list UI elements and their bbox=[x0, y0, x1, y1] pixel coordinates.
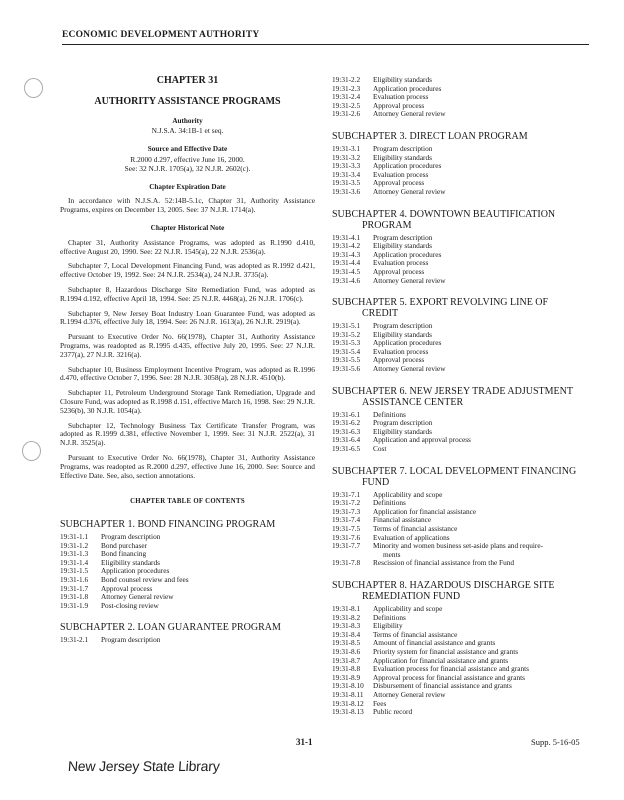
section-number: 19:31-1.8 bbox=[60, 592, 89, 602]
toc-item bbox=[332, 251, 597, 260]
section-number: 19:31-3.2 bbox=[332, 152, 361, 162]
subchapter-title-text: SUBCHAPTER 8. HAZARDOUS DISCHARGE SITE bbox=[332, 579, 555, 591]
toc-item bbox=[332, 445, 597, 454]
binder-hole bbox=[22, 441, 41, 461]
section-title-text: Amount of financial assistance and grants bbox=[373, 638, 496, 648]
section-title-text: Attorney General review bbox=[101, 592, 174, 602]
subchapter-title-cont: REMEDIATION FUND bbox=[362, 590, 461, 602]
section-number: 19:31-1.5 bbox=[60, 566, 89, 576]
section-number: 19:31-3.1 bbox=[332, 143, 361, 153]
subchapter-sections bbox=[60, 636, 315, 645]
section-title bbox=[373, 277, 597, 286]
subchapter-title-text: SUBCHAPTER 7. LOCAL DEVELOPMENT FINANCING bbox=[332, 465, 577, 477]
section-number: 19:31-6.4 bbox=[332, 435, 361, 445]
toc-item bbox=[332, 614, 597, 623]
section-title bbox=[373, 708, 597, 717]
section-number: 19:31-7.4 bbox=[332, 515, 361, 525]
section-title bbox=[373, 691, 597, 700]
section-number: 19:31-6.2 bbox=[332, 418, 361, 428]
section-number: 19:31-7.6 bbox=[332, 532, 361, 542]
section-number: 19:31-5.2 bbox=[332, 329, 361, 339]
section-number: 19:31-3.6 bbox=[332, 186, 361, 196]
supplement-date: Supp. 5-16-05 bbox=[531, 737, 580, 747]
history-paragraph: Subchapter 12, Technology Business Tax Certificate Transfer Program, was adopted as R.1999 d.381, effective November 1, 1999. See: 31 N.J.R. 2522(a), 31 N.J.R. 3525(a). bbox=[60, 420, 315, 448]
section-title-text: Approval process bbox=[373, 355, 425, 365]
toc-item bbox=[60, 636, 315, 645]
toc-item bbox=[332, 85, 597, 94]
toc-item bbox=[332, 331, 597, 340]
toc-item bbox=[332, 708, 597, 717]
toc-item bbox=[60, 533, 315, 542]
section-number: 19:31-2.2 bbox=[332, 75, 361, 84]
subchapter-sections bbox=[332, 605, 597, 717]
subchapter-title-cont: FUND bbox=[362, 476, 390, 488]
section-number: 19:31-2.5 bbox=[332, 100, 361, 110]
toc-item bbox=[332, 154, 597, 163]
section-title-text: Approval process bbox=[373, 100, 425, 110]
page-number: 31-1 bbox=[296, 737, 313, 747]
subchapter-sections bbox=[60, 533, 315, 610]
section-number: 19:31-7.8 bbox=[332, 558, 361, 568]
section-title-text: Application procedures bbox=[101, 566, 170, 576]
toc-item bbox=[332, 179, 597, 188]
toc-item bbox=[60, 559, 315, 568]
section-number: 19:31-6.5 bbox=[332, 444, 361, 454]
section-number: 19:31-1.2 bbox=[60, 540, 89, 550]
section-title-text: Terms of financial assistance bbox=[373, 524, 458, 533]
subchapter-title bbox=[332, 209, 597, 231]
section-title-text: Approval process bbox=[373, 178, 425, 188]
subchapter-title bbox=[332, 131, 597, 142]
section-title-text: Eligibility standards bbox=[373, 75, 432, 84]
section-number: 19:31-6.3 bbox=[332, 426, 361, 436]
section-title-text: Applicability and scope bbox=[373, 489, 443, 499]
left-toc bbox=[60, 519, 315, 645]
history-paragraph: Pursuant to Executive Order No. 66(1978), Chapter 31, Authority Assistance Programs, was readopted as R.1995 d.435, effective July 20, 1995. See: 27 N.J.R. 2377(a), 27 N.J.R. 3216(a). bbox=[60, 332, 315, 359]
toc-item bbox=[332, 508, 597, 517]
source-line: R.2000 d.297, effective June 16, 2000. bbox=[130, 154, 245, 164]
section-number: 19:31-1.9 bbox=[60, 600, 89, 610]
section-title-text: Approval process bbox=[101, 583, 153, 593]
section-title bbox=[101, 602, 315, 611]
toc-item bbox=[332, 259, 597, 268]
history-paragraph: Chapter 31, Authority Assistance Programs, was adopted as R.1990 d.410, effective August 20, 1990. See: 22 N.J.R. 1545(a), 22 N.J.R. 2536(a). bbox=[60, 237, 315, 256]
history-notes bbox=[60, 239, 315, 481]
section-number: 19:31-7.2 bbox=[332, 498, 361, 508]
section-title bbox=[373, 188, 597, 197]
section-number: 19:31-5.1 bbox=[332, 321, 361, 331]
subchapter-sections bbox=[332, 234, 597, 286]
section-title-text: Evaluation of applications bbox=[373, 532, 450, 542]
toc-item bbox=[332, 188, 597, 197]
subchapter-title bbox=[332, 297, 597, 319]
toc-item bbox=[60, 542, 315, 551]
toc-item bbox=[332, 339, 597, 348]
chapter-label: CHAPTER 31 bbox=[156, 75, 219, 86]
section-title-text: Program description bbox=[373, 143, 433, 153]
section-title-text: Financial assistance bbox=[373, 515, 432, 525]
section-title-text: Application procedures bbox=[373, 249, 442, 259]
section-title bbox=[101, 636, 315, 645]
section-title-text: Minority and women business set-aside plans and require- bbox=[373, 541, 544, 551]
section-number: 19:31-8.1 bbox=[332, 603, 361, 613]
section-title-text: Evaluation process bbox=[373, 346, 429, 356]
section-number: 19:31-4.3 bbox=[332, 249, 361, 259]
section-title-text: Application procedures bbox=[373, 83, 442, 93]
subchapter-sections bbox=[332, 411, 597, 454]
section-number: 19:31-5.3 bbox=[332, 338, 361, 348]
toc-item bbox=[332, 234, 597, 243]
section-number: 19:31-1.1 bbox=[60, 532, 89, 542]
section-number: 19:31-8.5 bbox=[332, 638, 361, 648]
section-title-text: Program description bbox=[373, 321, 433, 331]
section-title-text: Rescission of financial assistance from the Fund bbox=[373, 558, 515, 568]
section-title-text: Eligibility standards bbox=[373, 426, 432, 436]
section-number: 19:31-8.12 bbox=[332, 698, 364, 708]
authority-text: N.J.S.A. 34:1B-1 et seq. bbox=[151, 126, 224, 136]
section-number: 19:31-1.3 bbox=[60, 549, 89, 559]
toc-item bbox=[332, 162, 597, 171]
subchapter-sections bbox=[332, 322, 597, 374]
section-number: 19:31-8.10 bbox=[332, 681, 364, 691]
section-number: 19:31-2.4 bbox=[332, 92, 361, 102]
section-title-text: Cost bbox=[373, 444, 387, 454]
section-title-text: Attorney General review bbox=[373, 275, 446, 285]
section-title-text: Terms of financial assistance bbox=[373, 629, 458, 639]
right-toc bbox=[332, 131, 597, 717]
section-title-text: Application and approval process bbox=[373, 435, 471, 445]
section-title-wrap: ments bbox=[383, 549, 401, 559]
section-number: 19:31-2.6 bbox=[332, 109, 361, 119]
source-line: See: 32 N.J.R. 1705(a), 32 N.J.R. 2602(c). bbox=[124, 163, 251, 173]
section-title-text: Bond counsel review and fees bbox=[101, 575, 189, 585]
section-title-text: Program description bbox=[373, 418, 433, 428]
toc-item bbox=[332, 242, 597, 251]
toc-item bbox=[332, 411, 597, 420]
toc-item bbox=[332, 365, 597, 374]
section-number: 19:31-4.1 bbox=[332, 232, 361, 242]
history-paragraph: Subchapter 10, Business Employment Incentive Program, was adopted as R.1996 d.470, effective October 7, 1996. See: 28 N.J.R. 3058(a), 28 N.J.R. 4510(b). bbox=[60, 364, 315, 383]
section-title-text: Eligibility standards bbox=[101, 557, 160, 567]
section-title bbox=[373, 614, 597, 623]
section-number: 19:31-8.13 bbox=[332, 707, 364, 717]
section-number: 19:31-8.2 bbox=[332, 612, 361, 622]
section-number: 19:31-2.1 bbox=[60, 635, 89, 645]
section-title-text: Bond purchaser bbox=[101, 540, 147, 550]
section-title-text: Attorney General review bbox=[373, 186, 446, 196]
subchapter-title-cont: ASSISTANCE CENTER bbox=[362, 396, 464, 408]
toc-item bbox=[332, 682, 597, 691]
subchapter-title bbox=[332, 580, 597, 602]
toc-item bbox=[332, 171, 597, 180]
toc-item bbox=[332, 700, 597, 709]
section-number: 19:31-4.6 bbox=[332, 275, 361, 285]
section-title-text: Attorney General review bbox=[373, 689, 446, 699]
expiration-text: In accordance with N.J.S.A. 52:14B-5.1c, Chapter 31, Authority Assistance Programs, expires on December 13, 2005. See: 37 N.J.R. 1714(a). bbox=[60, 196, 315, 215]
authority-heading: Authority bbox=[172, 116, 203, 125]
toc-continued-items bbox=[332, 76, 597, 119]
subchapter-title bbox=[332, 386, 597, 408]
toc-item bbox=[60, 576, 315, 585]
toc-item bbox=[332, 110, 597, 119]
toc-item bbox=[332, 622, 597, 631]
section-title-text: Eligibility standards bbox=[373, 152, 432, 162]
history-paragraph: Subchapter 8, Hazardous Discharge Site Remediation Fund, was adopted as R.1994 d.192, effective April 18, 1994. See: 25 N.J.R. 4468(a), 26 N.J.R. 1706(c). bbox=[60, 284, 315, 303]
section-title-text: Program description bbox=[101, 635, 161, 645]
toc-item bbox=[332, 559, 597, 568]
toc-item bbox=[60, 550, 315, 559]
subchapter-title bbox=[332, 466, 597, 488]
subchapter-sections bbox=[332, 491, 597, 568]
toc-item bbox=[332, 491, 597, 500]
section-title-text: Public record bbox=[373, 707, 413, 717]
subchapter-title-cont: PROGRAM bbox=[362, 219, 412, 231]
subchapter-title-text: SUBCHAPTER 2. LOAN GUARANTEE PROGRAM bbox=[60, 622, 281, 634]
toc-item bbox=[332, 516, 597, 525]
subchapter-sections bbox=[332, 145, 597, 197]
history-paragraph: Subchapter 7, Local Development Financing Fund, was adopted as R.1992 d.421, effective October 19, 1992. See: 24 N.J.R. 2534(a), 24 N.J.R. 3735(a). bbox=[60, 261, 315, 280]
section-number: 19:31-1.6 bbox=[60, 575, 89, 585]
toc-item bbox=[332, 436, 597, 445]
toc-item bbox=[332, 605, 597, 614]
subchapter-title-text: SUBCHAPTER 6. NEW JERSEY TRADE ADJUSTMENT bbox=[332, 385, 573, 397]
section-title-text: Evaluation process bbox=[373, 169, 429, 179]
section-title-text: Eligibility standards bbox=[373, 241, 432, 251]
left-column bbox=[60, 76, 315, 645]
section-title bbox=[373, 542, 597, 559]
section-title-text: Definitions bbox=[373, 409, 406, 419]
section-title-text: Fees bbox=[373, 698, 387, 708]
section-title-text: Definitions bbox=[373, 612, 406, 622]
toc-item bbox=[60, 602, 315, 611]
section-title-text: Application procedures bbox=[373, 161, 442, 171]
section-number: 19:31-8.7 bbox=[332, 655, 361, 665]
section-number: 19:31-5.5 bbox=[332, 355, 361, 365]
chapter-name: AUTHORITY ASSISTANCE PROGRAMS bbox=[94, 95, 281, 107]
toc-item bbox=[332, 102, 597, 111]
section-number: 19:31-4.4 bbox=[332, 258, 361, 268]
toc-item bbox=[332, 277, 597, 286]
section-number: 19:31-7.7 bbox=[332, 541, 361, 551]
section-number: 19:31-7.5 bbox=[332, 524, 361, 533]
section-title-text: Eligibility standards bbox=[373, 329, 432, 339]
section-number: 19:31-8.11 bbox=[332, 689, 364, 699]
section-title-text: Disbursement of financial assistance and grants bbox=[373, 681, 512, 691]
toc-item bbox=[332, 691, 597, 700]
section-title bbox=[373, 365, 597, 374]
toc-item bbox=[332, 93, 597, 102]
section-title-text: Attorney General review bbox=[373, 109, 446, 119]
library-stamp: New Jersey State Library bbox=[67, 758, 221, 774]
history-heading: Chapter Historical Note bbox=[150, 223, 225, 232]
section-title-text: Priority system for financial assistance and grants bbox=[373, 646, 519, 656]
section-number: 19:31-5.6 bbox=[332, 364, 361, 374]
section-number: 19:31-5.4 bbox=[332, 346, 361, 356]
section-title-text: Approval process bbox=[373, 266, 425, 276]
section-number: 19:31-2.3 bbox=[332, 83, 361, 93]
section-number: 19:31-8.6 bbox=[332, 646, 361, 656]
section-title-text: Bond financing bbox=[101, 549, 147, 559]
section-title bbox=[373, 436, 597, 445]
section-title-text: Approval process for financial assistance and grants bbox=[373, 672, 525, 682]
section-number: 19:31-3.5 bbox=[332, 178, 361, 188]
source-heading: Source and Effective Date bbox=[147, 145, 228, 154]
section-number: 19:31-8.9 bbox=[332, 672, 361, 682]
section-number: 19:31-8.4 bbox=[332, 629, 361, 639]
section-title-text: Applicability and scope bbox=[373, 603, 443, 613]
binder-hole bbox=[24, 78, 43, 98]
section-title-text: Application for financial assistance bbox=[373, 506, 477, 516]
section-number: 19:31-8.3 bbox=[332, 621, 361, 631]
toc-item bbox=[332, 419, 597, 428]
section-number: 19:31-7.1 bbox=[332, 489, 361, 499]
section-title bbox=[373, 605, 597, 614]
history-paragraph: Subchapter 9, New Jersey Boat Industry Loan Guarantee Fund, was adopted as R.1994 d.376, effective July 18, 1994. See: 26 N.J.R. 1613(a), 26 N.J.R. 2919(a). bbox=[60, 308, 315, 327]
toc-item bbox=[332, 525, 597, 534]
subchapter-title-text: SUBCHAPTER 5. EXPORT REVOLVING LINE OF bbox=[332, 297, 549, 309]
section-title-text: Evaluation process bbox=[373, 258, 429, 268]
section-title-text: Application procedures bbox=[373, 338, 442, 348]
section-title bbox=[373, 491, 597, 500]
section-number: 19:31-7.3 bbox=[332, 506, 361, 516]
section-number: 19:31-8.8 bbox=[332, 664, 361, 674]
subchapter-title-cont: CREDIT bbox=[362, 308, 399, 320]
subchapter-title bbox=[60, 622, 315, 633]
subchapter-title-text: SUBCHAPTER 4. DOWNTOWN BEAUTIFICATION bbox=[332, 208, 556, 220]
toc-item bbox=[332, 356, 597, 365]
section-title-text: Post-closing review bbox=[101, 600, 159, 610]
history-paragraph: Pursuant to Executive Order No. 66(1978), Chapter 31, Authority Assistance Programs, was readopted as R.2000 d.297, effective June 16, 2000. See: Source and Effective Date. See, also, section annotations. bbox=[60, 452, 315, 480]
section-number: 19:31-3.4 bbox=[332, 169, 361, 179]
toc-item bbox=[332, 145, 597, 154]
toc-heading: CHAPTER TABLE OF CONTENTS bbox=[130, 498, 245, 506]
toc-item bbox=[60, 585, 315, 594]
section-number: 19:31-4.2 bbox=[332, 241, 361, 251]
section-title bbox=[373, 110, 597, 119]
toc-item bbox=[60, 593, 315, 602]
right-column bbox=[332, 76, 597, 717]
section-title-text: Evaluation process for financial assistance and grants bbox=[373, 664, 530, 674]
toc-item bbox=[332, 268, 597, 277]
section-title-text: Evaluation process bbox=[373, 92, 429, 102]
subchapter-title bbox=[60, 519, 315, 530]
section-title-text: Program description bbox=[101, 532, 161, 542]
section-number: 19:31-1.4 bbox=[60, 557, 89, 567]
section-title-text: Definitions bbox=[373, 498, 406, 508]
section-title-text: Application for financial assistance and grants bbox=[373, 655, 509, 665]
section-number: 19:31-1.7 bbox=[60, 583, 89, 593]
toc-item bbox=[332, 76, 597, 85]
section-number: 19:31-6.1 bbox=[332, 409, 361, 419]
subchapter-title-text: SUBCHAPTER 3. DIRECT LOAN PROGRAM bbox=[332, 130, 528, 142]
section-number: 19:31-4.5 bbox=[332, 266, 361, 276]
toc-item bbox=[332, 542, 597, 559]
section-title bbox=[373, 445, 597, 454]
section-title-text: Eligibility bbox=[373, 621, 403, 631]
history-paragraph: Subchapter 11, Petroleum Underground Storage Tank Remediation, Upgrade and Closure Fund, was adopted as R.1998 d.151, effective March 16, 1998. See: 29 N.J.R. 5236(b), 30 N.J.R. 1054(a). bbox=[60, 388, 315, 415]
section-title-text: Program description bbox=[373, 232, 433, 242]
toc-item bbox=[332, 322, 597, 331]
section-number: 19:31-3.3 bbox=[332, 161, 361, 171]
header-rule bbox=[62, 44, 589, 45]
toc-item bbox=[332, 348, 597, 357]
expiration-heading: Chapter Expiration Date bbox=[149, 182, 226, 191]
subchapter-title-text: SUBCHAPTER 1. BOND FINANCING PROGRAM bbox=[60, 519, 276, 531]
section-title bbox=[373, 559, 597, 568]
section-title-text: Attorney General review bbox=[373, 364, 446, 374]
running-header: ECONOMIC DEVELOPMENT AUTHORITY bbox=[62, 30, 260, 40]
